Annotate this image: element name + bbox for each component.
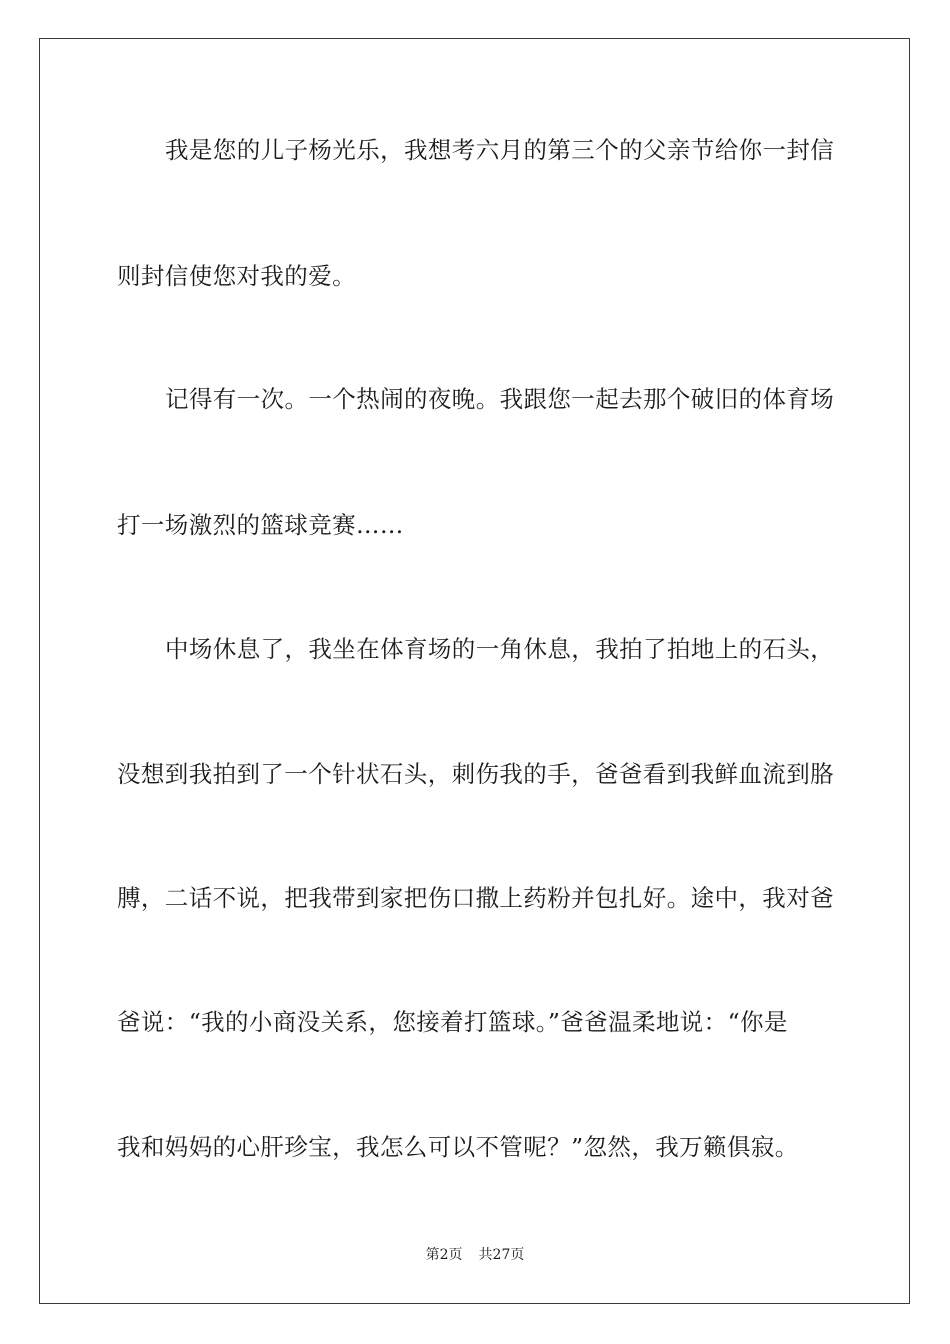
text-line-1: 我是您的儿子杨光乐，我想考六月的第三个的父亲节给你一封信 — [165, 136, 835, 164]
page-number-current: 第2页 — [425, 1247, 463, 1263]
text-line-4: 打一场激烈的篮球竞赛…… — [117, 511, 404, 539]
page-footer — [0, 1246, 950, 1264]
page-number-total: 共27页 — [478, 1247, 525, 1263]
text-line-7: 膊，二话不说，把我带到家把伤口撒上药粉并包扎好。途中，我对爸 — [117, 884, 834, 912]
text-line-6: 没想到我拍到了一个针状石头，刺伤我的手，爸爸看到我鲜血流到胳 — [117, 760, 834, 788]
text-line-2: 则封信使您对我的爱。 — [117, 262, 356, 290]
page-border — [39, 38, 910, 1304]
text-line-9: 我和妈妈的心肝珍宝，我怎么可以不管呢？”忽然，我万籁俱寂。 — [117, 1133, 799, 1161]
text-line-5: 中场休息了，我坐在体育场的一角休息，我拍了拍地上的石头， — [165, 635, 835, 663]
text-line-3: 记得有一次。一个热闹的夜晚。我跟您一起去那个破旧的体育场 — [165, 385, 835, 413]
text-line-8: 爸说：“我的小商没关系，您接着打篮球。”爸爸温柔地说：“你是 — [117, 1008, 788, 1036]
